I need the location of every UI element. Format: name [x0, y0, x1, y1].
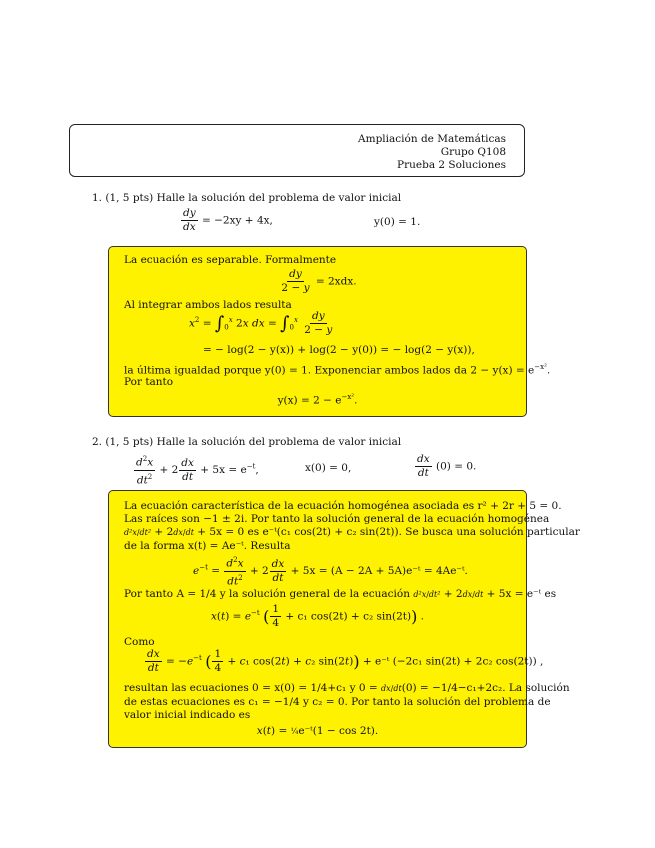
sol2-como: Como	[124, 636, 155, 648]
sol1-separated-eq: $\frac{dy}{2 - y}$ = 2xdx.	[281, 268, 357, 294]
sol2-general-solution: $x(t) = e^{-t}$ ( $\frac{1}{4}$ + c₁ cos(2t) + c₂ sin(2t)) .	[210, 603, 425, 629]
course-title: Ampliación de Matemáticas	[358, 133, 506, 145]
sol2-line5b-text: + 5x = e⁻ᵗ es	[486, 588, 557, 600]
sol2-particular-eq: $e^{-t}$ = $\frac{d^2x}{dt^2}$ + 2 $\frac{dx}{dt}$ + 5x = (A − 2A + 5A)e⁻ᵗ = 4Ae⁻ᵗ.	[193, 556, 468, 587]
sol2-line5: Por tanto A = 1/4 y la solución general de la ecuación d²x/dt² + 2dx/dt + 5x = e⁻ᵗ es	[124, 588, 557, 600]
sol1-log-line: = − log(2 − y(x)) + log(2 − y(0)) = − log(2 − y(x)),	[203, 344, 475, 356]
sol1-por-tanto: Por tanto	[124, 376, 174, 388]
sol2-final: x(t) = ¼e⁻ᵗ(1 − cos 2t).	[256, 725, 379, 737]
sol1-result: $y(x) = 2 - e^{-x^2}$.	[277, 393, 358, 407]
sol2-line2: Las raíces son −1 ± 2i. Por tanto la solución general de la ecuación homogénea	[124, 513, 550, 525]
sol2-line5-text: Por tanto A = 1/4 y la solución general de la ecuación	[124, 588, 411, 600]
problem-1-initial: y(0) = 1.	[374, 216, 421, 228]
header-lines	[358, 133, 506, 172]
problem-2-equation: $\frac{d^2x}{dt^2}$ + 2 $\frac{dx}{dt}$ + $5x = e^{-t}$,	[136, 455, 259, 486]
problem-2-statement: 2. (1, 5 pts) Halle la solución del problema de valor inicial	[92, 436, 402, 448]
sol2-line1: La ecuación característica de la ecuación homogénea asociada es r² + 2r + 5 = 0.	[124, 500, 562, 512]
problem-1-equation: $\frac{dy}{dx}$ = −2xy + 4x,	[183, 207, 273, 233]
sol2-general-text: + c₁ cos(2t) + c₂ sin(2t)	[285, 610, 412, 623]
problem-1-solution-box	[108, 246, 551, 417]
problem-2-initial-1: x(0) = 0,	[305, 462, 352, 474]
problem-2-solution-box	[108, 490, 580, 748]
test-title: Prueba 2 Soluciones	[397, 159, 506, 171]
sol1-integrate: Al integrar ambos lados resulta	[124, 299, 292, 311]
sol2-line8: valor inicial indicado es	[124, 709, 251, 721]
sol1-intro: La ecuación es separable. Formalmente	[124, 254, 337, 266]
sol2-line3-text: + 5x = 0 es e⁻ᵗ(c₁ cos(2t) + c₂ sin(2t)). Se busca una solución particular	[197, 526, 580, 538]
sol2-final-text: e⁻ᵗ(1 − cos 2t).	[298, 725, 379, 737]
sol2-deriv-tail: + e⁻ᵗ (−2c₁ sin(2t) + 2c₂ cos(2t)) ,	[362, 655, 544, 668]
group-label: Grupo Q108	[440, 146, 506, 158]
sol2-line6: resultan las ecuaciones 0 = x(0) = 1/4+c₁ y 0 = dx/dt(0) = −1/4−c₁+2c₂. La solución	[124, 682, 570, 694]
header-box	[69, 124, 525, 177]
sol2-line6b-text: (0) = −1/4−c₁+2c₂. La solución	[401, 682, 570, 694]
sol2-line7: de estas ecuaciones es c₁ = −1/4 y c₂ = 0. Por tanto la solución del problema de	[124, 696, 551, 708]
sol1-integral-line: $x^2 = \int_0^x$ 2x dx = $\int_0^x$ $\frac{dy}{2 - y}$	[189, 310, 333, 336]
sol2-line4: de la forma x(t) = Ae⁻ᵗ. Resulta	[124, 540, 291, 552]
problem-2-initial-2-text: (0) = 0.	[436, 460, 477, 473]
sol1-reason-text: la última igualdad porque y(0) = 1. Exponenciar ambos lados da 2 − y(x) = e	[124, 364, 535, 377]
problem-1-eq-rhs: = −2xy + 4x,	[202, 214, 273, 227]
sol1-sep-rhs: = 2xdx.	[315, 275, 357, 288]
problem-2-initial-2: $\frac{dx}{dt}$ (0) = 0.	[417, 453, 477, 479]
problem-2-eq-rhs: + 5x = e	[200, 464, 247, 476]
sol2-particular-rhs: + 5x = (A − 2A + 5A)e⁻ᵗ = 4Ae⁻ᵗ.	[290, 565, 468, 577]
sol1-reason: la última igualdad porque y(0) = 1. Exponenciar ambos lados da $2 - y(x) = e^{-x^2}$.	[124, 363, 551, 377]
sol2-derivative-eq: $\frac{dx}{dt}$ = $-e^{-t}$ ( $\frac{1}{4}$ + c₁ cos(2t) + c₂ sin(2t)) + e⁻ᵗ (−2c₁ sin(2t) + 2c₂ cos(2t)) ,	[147, 648, 544, 674]
sol2-line6-text: resultan las ecuaciones 0 = x(0) = 1/4+c₁ y 0 =	[124, 682, 378, 694]
problem-1-statement: 1. (1, 5 pts) Halle la solución del problema de valor inicial	[92, 192, 402, 204]
sol1-result-text: y(x) = 2 − e	[277, 394, 342, 407]
sol2-line3: d²x/dt² + 2dx/dt + 5x = 0 es e⁻ᵗ(c₁ cos(2t) + c₂ sin(2t)). Se busca una solución particular	[124, 526, 580, 538]
